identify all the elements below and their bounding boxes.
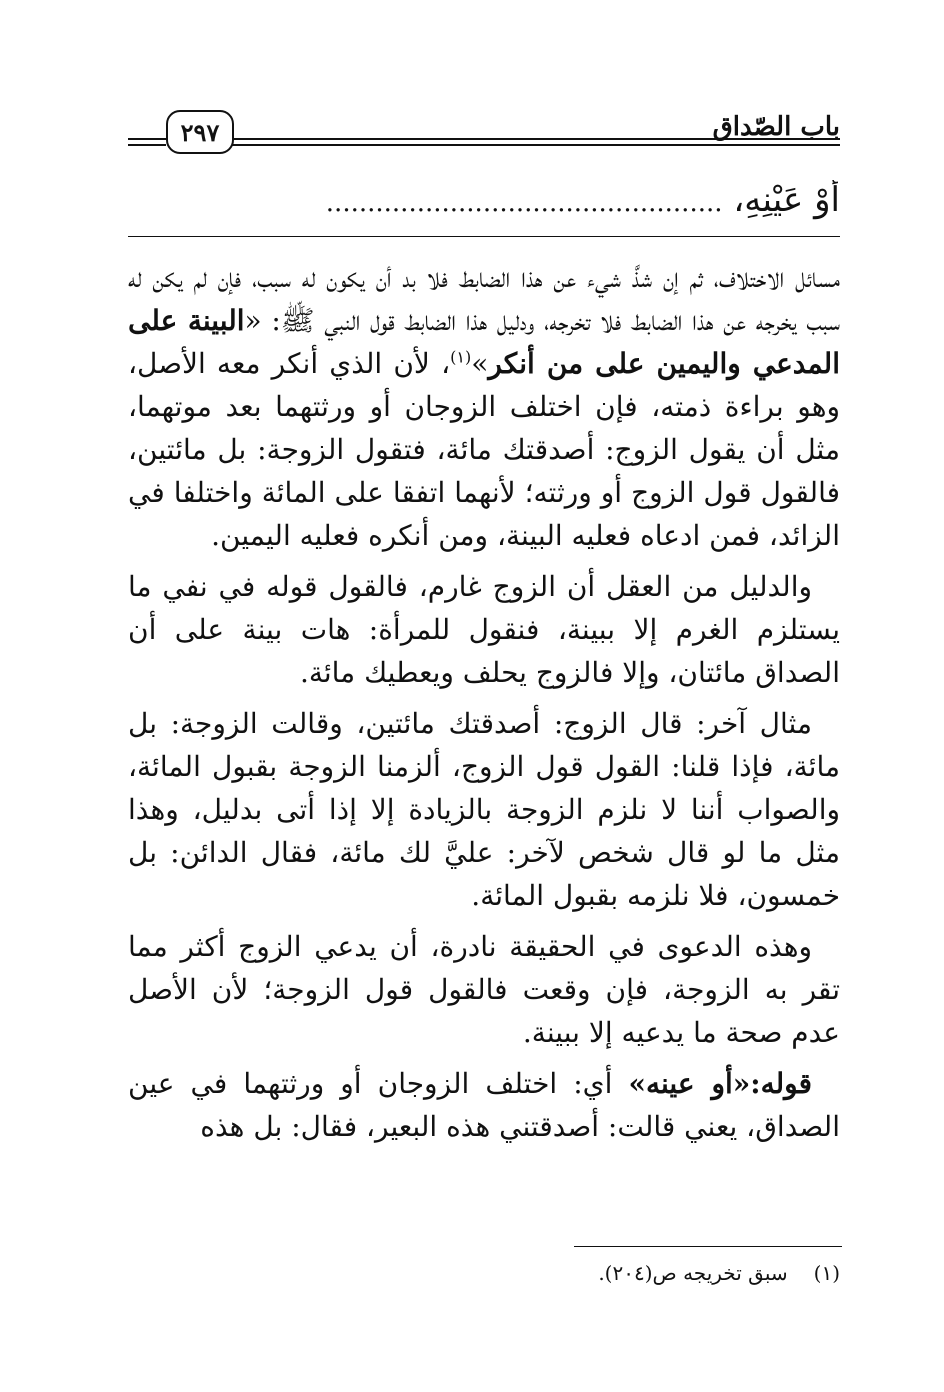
qawluhu-label: قوله: — [750, 1067, 812, 1100]
matn-line — [130, 180, 840, 230]
paragraph-5-rest: أي: اختلف الزوجان أو ورثتهما في عين الصداق، يعني قالت: أصدقتني هذه البعير، فقال: بل هذه — [128, 1067, 840, 1143]
paragraph-2: والدليل من العقل أن الزوج غارم، فالقول قوله في نفي ما يستلزم الغرم إلا ببينة، فنقول للمرأة: هات بينة على أن الصداق مائتان، وإلا فالزوج يحلف ويعطيك مائة. — [128, 570, 840, 689]
footnote-divider — [574, 1246, 842, 1247]
matn-divider — [128, 236, 840, 237]
paragraph-1 — [128, 256, 840, 557]
hadith-quote: البينة على المدعي واليمين على من أنكر — [128, 304, 840, 380]
body-text — [128, 256, 840, 1148]
matn-dots: ................................................ — [325, 188, 723, 218]
footnote-number: (١) — [813, 1261, 840, 1285]
paragraph-5 — [128, 1062, 840, 1148]
matn-text: أَوْ عَيْنِهِ، — [733, 180, 840, 220]
footnote-text: سبق تخريجه ص(٢٠٤). — [598, 1261, 788, 1285]
paragraph-3: مثال آخر: قال الزوج: أصدقتك مائتين، وقالت الزوجة: بل مائة، فإذا قلنا: القول قول الزوج، ألزمنا الزوجة بقبول المائة، والصواب أننا لا نلزم الزوجة بالزيادة إلا إذا أتى بدليل، وهذا مثل ما لو قال شخص لآخر: عليَّ لك مائة، فقال الدائن: بل خمسون، فلا نلزمه بقبول المائة. — [128, 707, 840, 912]
chapter-title: باب الصّداق — [712, 112, 840, 142]
paragraph-1-post: ، لأن الذي أنكر معه الأصل، وهو براءة ذمته، فإن اختلف الزوجان أو ورثتهما بعد موتهما، مثل أن يقول الزوج: أصدقتك مائة، فتقول الزوجة: بل مائتين، فالقول قول الزوج أو ورثته؛ لأنهما اتفقا على المائة واختلفا في الزائد، فمن ادعاه فعليه البينة، ومن أنكره فعليه اليمين. — [128, 347, 840, 552]
header-rule-left — [128, 138, 166, 140]
running-header — [128, 100, 840, 160]
paragraph-4: وهذه الدعوى في الحقيقة نادرة، أن يدعي الزوج أكثر مما تقر به الزوجة، فإن وقعت فالقول قول الزوجة؛ لأن الأصل عدم صحة ما يدعيه إلا ببينة. — [128, 930, 840, 1049]
paragraph-1-pre: مسائل الاختلاف، ثم إن شذَّ شيء عن هذا الضابط فلا بد أن يكون له سبب، فإن لم يكن له سبب يخرجه عن هذا الضابط فلا تخرجه، ودليل هذا الضابط قول النبي ﷺ: « — [128, 261, 841, 337]
matn-quote: «أو عينه» — [628, 1067, 751, 1100]
header-rule-right-2 — [230, 144, 840, 146]
footnote-ref: (١) — [450, 347, 472, 367]
page-number — [166, 110, 234, 154]
page-number-text: ٢٩٧ — [180, 117, 220, 147]
quote-close: » — [471, 347, 489, 380]
footnote — [128, 1258, 840, 1288]
header-rule-right — [230, 138, 840, 140]
header-rule-left-2 — [128, 144, 166, 146]
